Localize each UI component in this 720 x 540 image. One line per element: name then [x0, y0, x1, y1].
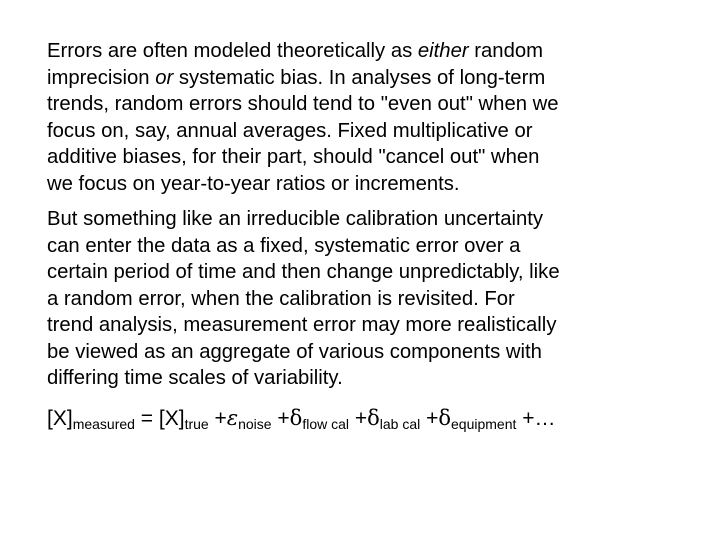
- slide-content: [47, 38, 687, 433]
- emphasis-either: either: [417, 40, 469, 62]
- equation-lab-subscript: lab cal: [379, 415, 421, 432]
- delta-symbol-equipment: δ: [438, 405, 452, 430]
- emphasis-or: or: [155, 66, 174, 89]
- equation-plus-2: +: [271, 406, 290, 430]
- equation-equals: =: [134, 406, 159, 430]
- epsilon-symbol: ε: [226, 405, 239, 430]
- equation-plus-1: +: [208, 406, 227, 430]
- paragraph-random-vs-systematic: [47, 38, 687, 197]
- equation-noise-subscript: noise: [238, 415, 272, 432]
- paragraph1-text-2: random imprecision: [47, 40, 544, 89]
- delta-symbol-lab: δ: [367, 405, 380, 430]
- paragraph2-text: But something like an irreducible calibration uncertainty can enter the data as a fixed, systematic error over a certain period of time and then change unpredictably, like a random error, when the calibration is revisited. For trend analysis, measurement error may more realistically be viewed as an aggregate of various components with differing time scales of variability.: [47, 208, 560, 389]
- equation-lhs-subscript: measured: [72, 415, 135, 432]
- paragraph1-text-1: Errors are often modeled theoretically as: [47, 40, 418, 62]
- error-equation: [47, 404, 687, 433]
- equation-true-subscript: true: [184, 415, 209, 432]
- paragraph1-text-3: systematic bias. In analyses of long-term trends, random errors should tend to "even out" when we focus on, say, annual averages. Fixed multiplicative or additive biases, for their part, should "cancel out" when we focus on year-to-year ratios or increments.: [47, 66, 559, 195]
- equation-plus-3: +: [349, 406, 368, 430]
- equation-plus-4: +: [420, 406, 439, 430]
- equation-flow-subscript: flow cal: [302, 415, 350, 432]
- paragraph-calibration-uncertainty: [47, 206, 687, 392]
- delta-symbol-flow: δ: [289, 405, 303, 430]
- equation-lhs: [X]: [47, 406, 73, 430]
- equation-trailing: +…: [516, 406, 556, 430]
- equation-equipment-subscript: equipment: [451, 415, 517, 432]
- equation-true-var: [X]: [158, 406, 185, 430]
